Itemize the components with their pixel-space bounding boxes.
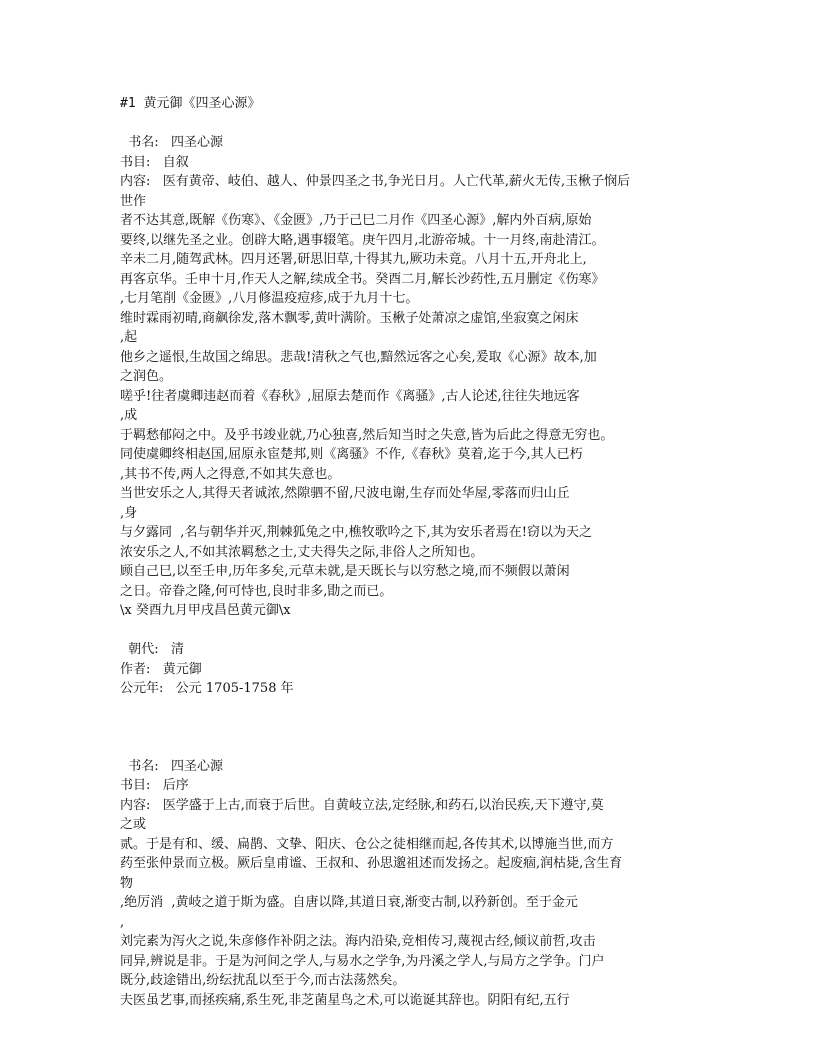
chapter-line: 书目: 后序: [120, 778, 189, 793]
entry-section-1: [120, 133, 700, 699]
chapter-line: 书目: 自叙: [120, 154, 189, 170]
content-line: 浓安乐之人,不如其浓羁愁之士,丈夫得失之际,非俗人之所知也。: [120, 544, 484, 560]
content-line: 同异,辨说是非。于是为河间之学人,与易水之学争,为丹溪之学人,与局方之学争。门户: [120, 953, 605, 969]
year-line: 公元年: 公元 1705-1758 年: [120, 681, 294, 696]
content-line: 再客京华。壬申十月,作天人之解,续成全书。癸酉二月,解长沙药性,五月删定《伤寒》: [120, 271, 605, 287]
content-line: 维时霖雨初晴,商飙徐发,落木飘零,黄叶满阶。玉楸子处萧凉之虚馆,坐寂寞之闲床: [120, 310, 579, 326]
content-line: ,身: [120, 505, 138, 521]
content-line: 夫医虽艺事,而拯疾痛,系生死,非芝菌星鸟之术,可以诡诞其辞也。阴阳有纪,五行: [120, 992, 570, 1008]
content-line: 刘完素为泻火之说,朱彦修作补阴之法。海内沿染,竞相传习,蔑视古经,倾议前哲,攻击: [120, 934, 596, 949]
content-line: ,其书不传,两人之得意,不如其失意也。: [120, 466, 341, 482]
content-line: 内容: 医学盛于上古,而衰于后世。自黄岐立法,定经脉,和药石,以治民疾,天下遵守,莫: [120, 797, 604, 813]
content-line: ,: [120, 914, 125, 930]
content-line: 顾自己巳,以至壬申,历年多矣,元草未就,是天既长与以穷愁之境,而不频假以萧闲: [120, 564, 570, 579]
content-line: 物: [120, 875, 134, 891]
content-line: 要终,以继先圣之业。创辟大略,遇事辍笔。庚午四月,北游帝城。十一月终,南赴清江。: [120, 232, 605, 248]
content-line: ,起: [120, 330, 138, 345]
content-line: 同使虞卿终相赵国,屈原永宦楚邦,则《离骚》不作,《春秋》莫着,迄于今,其人已朽: [120, 447, 583, 462]
content-line: 者不达其意,既解《伤寒》、《金匮》,乃于己巳二月作《四圣心源》,解内外百病,原始: [120, 213, 592, 228]
dynasty-line: 朝代: 清: [120, 642, 185, 657]
content-line: \x 癸酉九月甲戌昌邑黄元御\x: [120, 603, 291, 618]
content-line: 世作: [120, 193, 147, 209]
entry-section-2: [120, 757, 700, 1011]
content-line: 药至张仲景而立极。厥后皇甫谧、王叔和、孙思邈祖述而发扬之。起废痼,润枯毙,含生育: [120, 856, 623, 871]
author-line: 作者: 黄元御: [120, 661, 202, 677]
book-title-line: 书名: 四圣心源: [120, 758, 224, 774]
content-block: [120, 172, 700, 621]
content-line: 他乡之遥恨,生故国之绵思。悲哉!清秋之气也,黯然远客之心矣,爰取《心源》故本,加: [120, 349, 597, 365]
section-gap: [120, 699, 700, 757]
content-line: 辛未二月,随驾武林。四月还署,研思旧草,十得其九,厥功未竟。八月十五,开舟北上,: [120, 252, 587, 267]
content-line: 既分,歧途错出,纷纭扰乱以至于今,而古法荡然矣。: [120, 973, 406, 988]
content-line: 嗟乎!往者虞卿违赵而着《春秋》,屈原去楚而作《离骚》,古人论述,往往失地远客: [120, 388, 580, 404]
content-line: ,七月笔削《金匮》,八月修温疫痘疹,成于九月十七。: [120, 291, 419, 306]
content-block: [120, 796, 700, 1011]
content-line: 之润色。: [120, 369, 173, 384]
content-line: ,成: [120, 408, 138, 423]
content-line: 内容: 医有黄帝、岐伯、越人、仲景四圣之书,争光日月。人亡代革,薪火无传,玉楸子悯后: [120, 174, 631, 189]
content-line: 于羁愁郁闷之中。及乎书竣业就,乃心独喜,然后知当时之失意,皆为后此之得意无穷也。: [120, 427, 614, 443]
content-line: 当世安乐之人,其得天者诚浓,然隙驷不留,尺波电谢,生存而处华屋,零落而归山丘: [120, 486, 570, 501]
content-line: 之日。帝眷之隆,何可恃也,良时非多,勖之而已。: [120, 583, 393, 599]
content-line: ,绝厉消 ,黄岐之道于斯为盛。自唐以降,其道日衰,渐变古制,以矜新创。至于金元: [120, 895, 578, 910]
content-line: 贰。于是有和、缓、扁鹊、文挚、阳庆、仓公之徒相继而起,各传其术,以博施当世,而方: [120, 836, 614, 852]
spacer: [120, 114, 700, 134]
spacer: [120, 621, 700, 641]
document-heading: #1 黄元御《四圣心源》: [120, 96, 261, 111]
document-page: [120, 94, 700, 1010]
content-line: 之或: [120, 817, 147, 832]
book-title-line: 书名: 四圣心源: [120, 135, 224, 150]
content-line: 与夕露同 ,名与朝华并灭,荆棘狐兔之中,樵牧歌吟之下,其为安乐者焉在!窃以为天之: [120, 525, 593, 540]
